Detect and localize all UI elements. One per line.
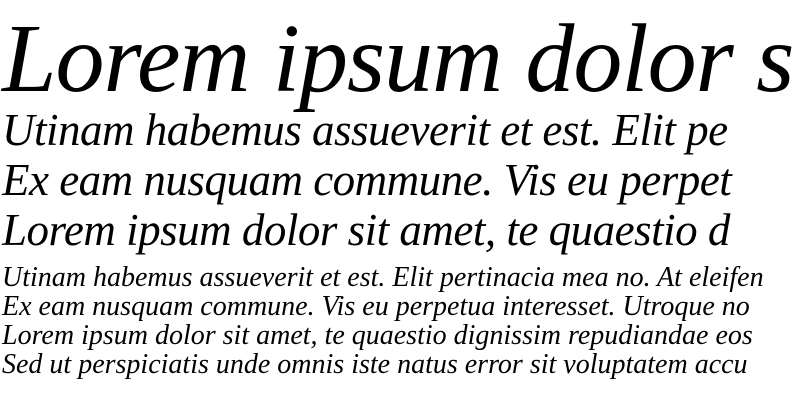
medium-sample-block bbox=[2, 105, 800, 255]
small-sample-line: Utinam habemus assueverit et est. Elit pertinacia mea no. At eleifen bbox=[2, 262, 764, 293]
small-sample-line: Sed ut perspiciatis unde omnis iste natus error sit voluptatem accu bbox=[2, 349, 748, 380]
specimen-headline: Lorem ipsum dolor s bbox=[2, 5, 794, 113]
medium-sample-line: Ex eam nusquam commune. Vis eu perpet bbox=[2, 155, 732, 205]
small-sample-block bbox=[2, 263, 800, 379]
medium-sample-line: Utinam habemus assueverit et est. Elit pe bbox=[2, 105, 728, 155]
small-sample-line: Lorem ipsum dolor sit amet, te quaestio dignissim repudiandae eos bbox=[2, 320, 753, 351]
small-sample-line: Ex eam nusquam commune. Vis eu perpetua interesset. Utroque no bbox=[2, 291, 750, 322]
medium-sample-line: Lorem ipsum dolor sit amet, te quaestio d bbox=[2, 205, 730, 255]
